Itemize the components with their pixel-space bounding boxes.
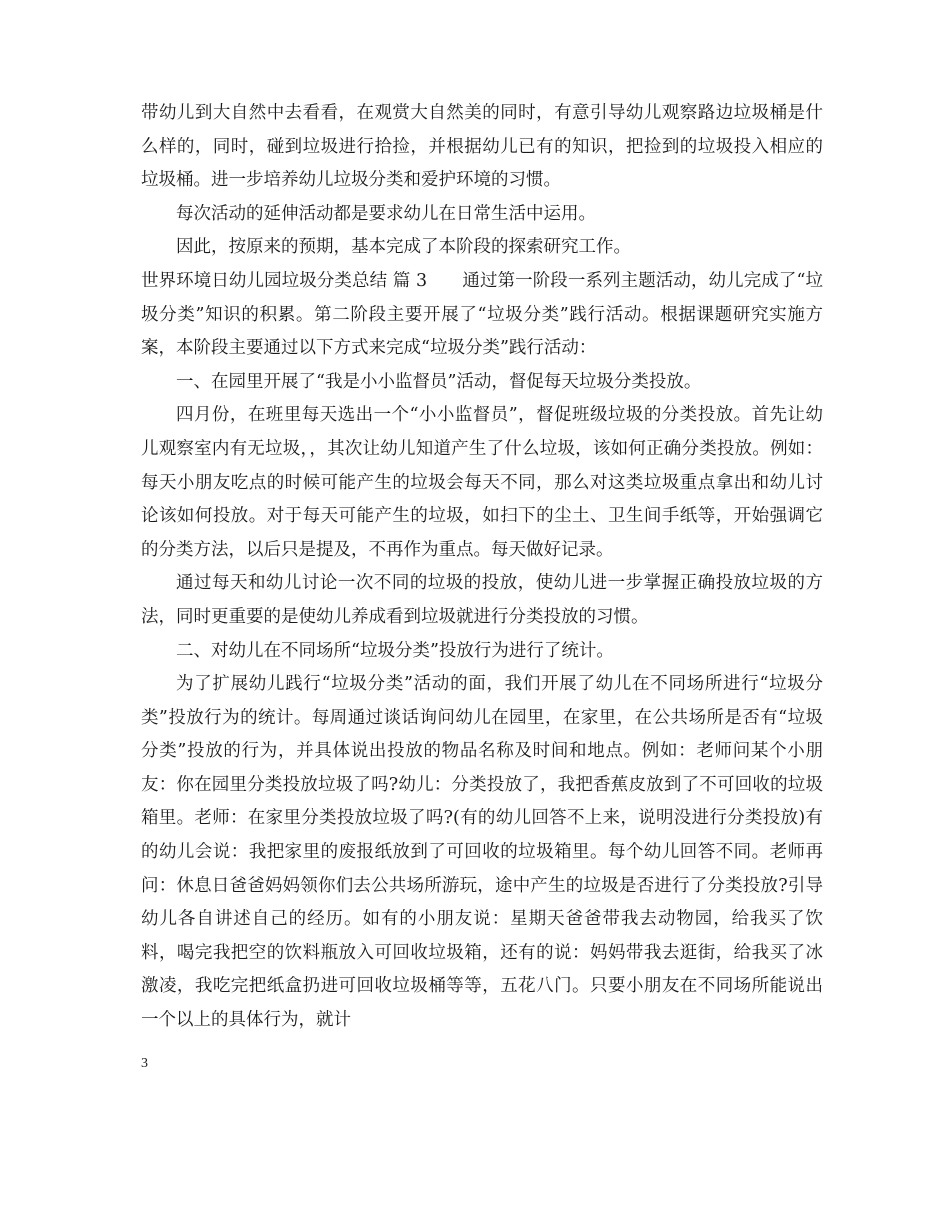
paragraph-item-2-heading: 二、对幼儿在不同场所“垃圾分类”投放行为进行了统计。 [176, 640, 614, 661]
paragraph-section-3-heading: 世界环境日幼儿园垃圾分类总结 篇 3 通过第一阶段一系列主题活动，幼儿完成了“垃圾分类”知识的积累。第二阶段主要开展了“垃圾分类”践行活动。根据课题研究实施方案，本阶段主要通过以下方式来完成“垃圾分类”践行活动： [141, 270, 823, 359]
paragraph-discussion: 通过每天和幼儿讨论一次不同的垃圾的投放，使幼儿进一步掌握正确投放垃圾的方法，同时更重要的是使幼儿养成看到垃圾就进行分类投放的习惯。 [141, 573, 823, 627]
paragraph-supervisor: 四月份，在班里每天选出一个“小小监督员”，督促班级垃圾的分类投放。首先让幼儿观察室内有无垃圾，，其次让幼儿知道产生了什么垃圾，该如何正确分类投放。例如：每天小朋友吃点的时候可能产生的垃圾会每天不同，那么对这类垃圾重点拿出和幼儿讨论该如何投放。对于每天可能产生的垃圾，如扫下的尘土、卫生间手纸等，开始强调它的分类方法，以后只是提及，不再作为重点。每天做好记录。 [141, 405, 823, 560]
paragraph-extension-activity: 每次活动的延伸活动都是要求幼儿在日常生活中运用。 [176, 203, 596, 224]
document-body [141, 97, 823, 1038]
paragraph-statistics: 为了扩展幼儿践行“垃圾分类”活动的面，我们开展了幼儿在不同场所进行“垃圾分类”投放行为的统计。每周通过谈话询问幼儿在园里，在家里，在公共场所是否有“垃圾分类”投放的行为，并具体说出投放的物品名称及时间和地点。例如：老师问某个小朋友：你在园里分类投放垃圾了吗?幼儿：分类投放了，我把香蕉皮放到了不可回收的垃圾箱里。老师：在家里分类投放垃圾了吗?(有的幼儿回答不上来，说明没进行分类投放)有的幼儿会说：我把家里的废报纸放到了可回收的垃圾箱里。每个幼儿回答不同。老师再问：休息日爸爸妈妈领你们去公共场所游玩，途中产生的垃圾是否进行了分类投放?引导幼儿各自讲述自己的经历。如有的小朋友说：星期天爸爸带我去动物园，给我买了饮料，喝完我把空的饮料瓶放入可回收垃圾箱，还有的说：妈妈带我去逛街，给我买了冰激凌，我吃完把纸盒扔进可回收垃圾桶等等，五花八门。只要小朋友在不同场所能说出一个以上的具体行为，就计 [141, 674, 823, 1031]
paragraph-continuation: 带幼儿到大自然中去看看，在观赏大自然美的同时，有意引导幼儿观察路边垃圾桶是什么样的，同时，碰到垃圾进行拾捡，并根据幼儿已有的知识，把捡到的垃圾投入相应的垃圾桶。进一步培养幼儿垃圾分类和爱护环境的习惯。 [141, 103, 823, 191]
paragraph-stage-complete: 因此，按原来的预期，基本完成了本阶段的探索研究工作。 [176, 237, 631, 258]
page-number: 3 [141, 1056, 148, 1071]
paragraph-item-1-heading: 一、在园里开展了“我是小小监督员”活动，督促每天垃圾分类投放。 [176, 371, 702, 392]
